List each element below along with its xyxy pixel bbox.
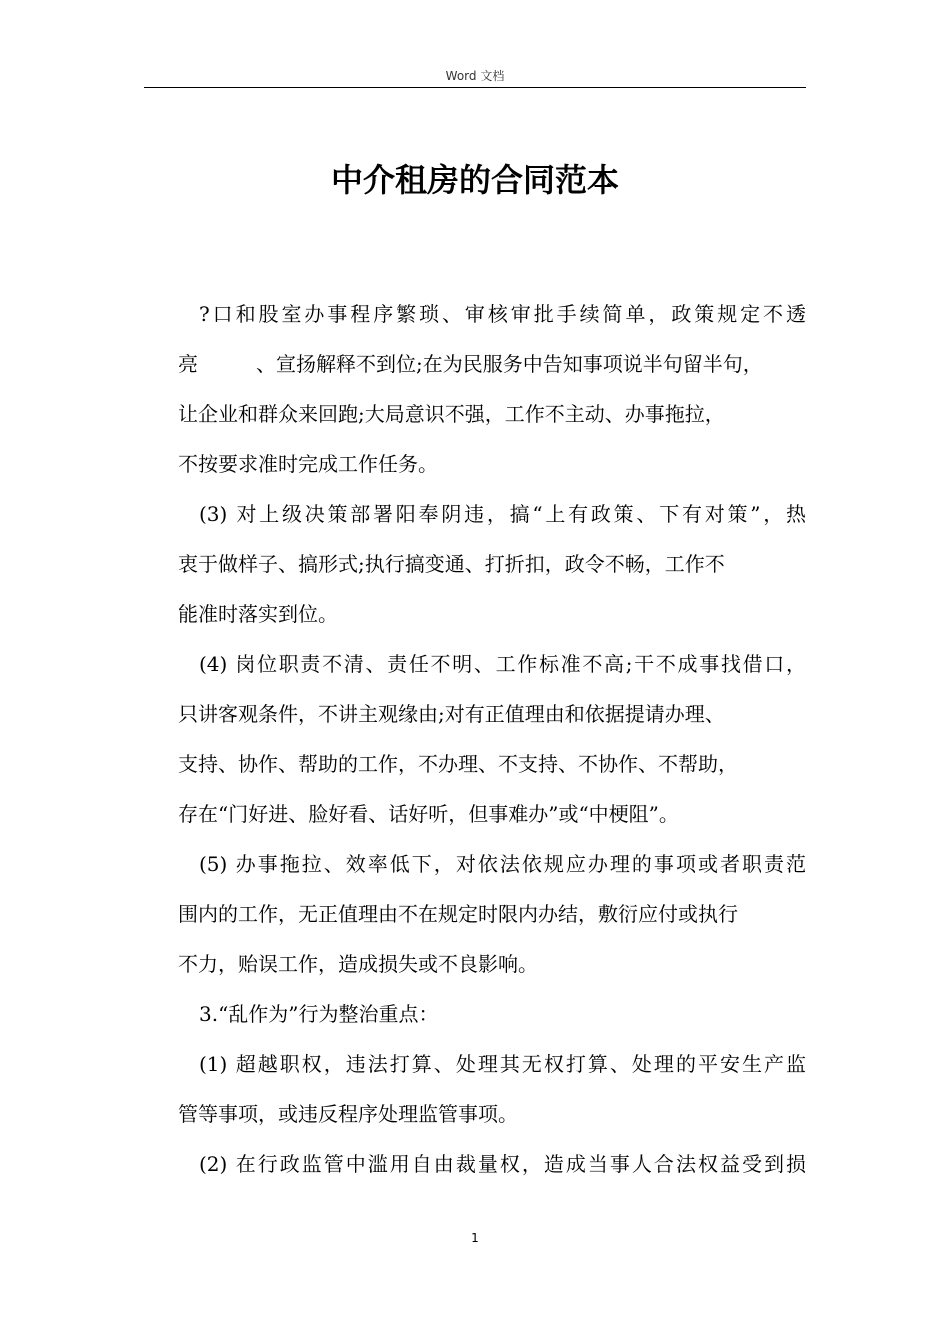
- page-header-label: Word 文档: [445, 69, 505, 83]
- body-line-14: 不力，贻误工作，造成损失或不良影响。: [178, 952, 538, 976]
- body-line-11: 存在“门好进、脸好看、话好听，但事难办”或“中梗阻”。: [178, 802, 679, 826]
- body-line-7: 能准时落实到位。: [178, 602, 338, 626]
- body-line-12: (5) 办事拖拉、效率低下，对依法依规应办理的事项或者职责范: [199, 852, 806, 876]
- body-line-5: (3) 对上级决策部署阳奉阴违，搞“上有政策、下有对策”，热: [199, 502, 806, 526]
- body-line-6: 衷于做样子、搞形式;执行搞变通、打折扣，政令不畅，工作不: [178, 552, 725, 576]
- body-line-16: (1) 超越职权，违法打算、处理其无权打算、处理的平安生产监: [199, 1052, 806, 1076]
- body-line-10: 支持、协作、帮助的工作，不办理、不支持、不协作、不帮助，: [178, 752, 738, 776]
- body-line-1: ?口和股室办事程序繁琐、审核审批手续简单，政策规定不透: [199, 302, 806, 326]
- document-body: [178, 289, 806, 1189]
- body-line-17: 管等事项，或违反程序处理监管事项。: [178, 1102, 518, 1126]
- body-line-18: (2) 在行政监管中滥用自由裁量权，造成当事人合法权益受到损: [199, 1152, 806, 1176]
- body-line-3: 让企业和群众来回跑;大局意识不强，工作不主动、办事拖拉，: [178, 402, 725, 426]
- body-line-4: 不按要求准时完成工作任务。: [178, 452, 438, 476]
- body-line-13: 围内的工作，无正值理由不在规定时限内办结，敷衍应付或执行: [178, 902, 738, 926]
- page-number: 1: [471, 1231, 479, 1245]
- body-line-2-end: 、宣扬解释不到位;在为民服务中告知事项说半句留半句，: [256, 352, 763, 376]
- body-line-2: [178, 339, 806, 389]
- body-line-9: 只讲客观条件，不讲主观缘由;对有正值理由和依据提请办理、: [178, 702, 725, 726]
- document-title: 中介租房的合同范本: [330, 161, 619, 199]
- body-line-2-start: 亮: [178, 352, 198, 376]
- body-line-15: 3.“乱作为”行为整治重点：: [199, 1002, 439, 1026]
- header-divider: [144, 87, 806, 88]
- body-line-8: (4) 岗位职责不清、责任不明、工作标准不高;干不成事找借口，: [199, 652, 806, 676]
